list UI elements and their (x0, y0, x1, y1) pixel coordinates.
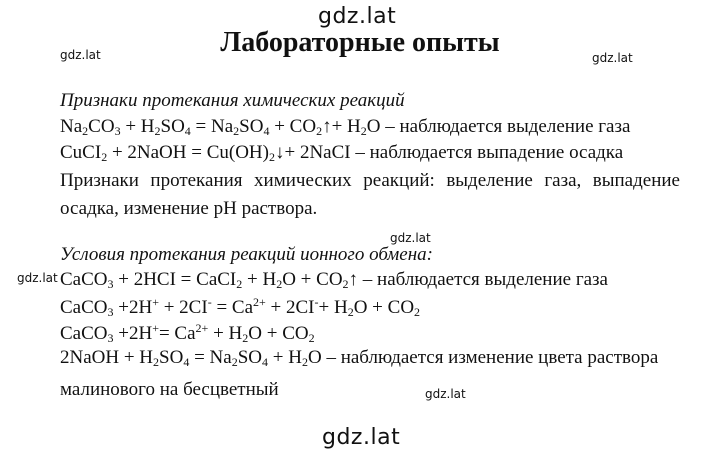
section1-equation-2: CuCI$_2$ + 2NaOH = $Cu(OH)_2↓+$ 2NaCI – наблюдается выпадение осадка (60, 142, 624, 164)
section2-equation-4-continuation: малинового на бесцветный (60, 379, 279, 400)
section1-equation-2-note: – наблюдается выпадение осадка (350, 142, 624, 163)
section2-equation-3: CaCO$_3$ $+2H^+= Ca^{2+} + H_2O + CO_2$ (60, 321, 315, 345)
section2-equation-4-note: – наблюдается изменение цвета раствора (321, 347, 659, 368)
watermark-middle: gdz.lat (390, 231, 431, 245)
watermark-top: gdz.lat (318, 4, 397, 29)
watermark-lower: gdz.lat (425, 387, 466, 401)
section2-equation-4: 2NaOH + $H_2SO_4 = Na_2SO_4 + H_2O$ – наблюдается изменение цвета раствора малинового на бесцветный (60, 347, 659, 400)
section1-summary: Признаки протекания химических реакций: выделение газа, выпадение осадка, изменение pH раствора. (60, 170, 680, 219)
watermark-right-upper: gdz.lat (592, 51, 633, 65)
watermark-left-middle: gdz.lat (17, 271, 58, 285)
section2-equation-1-note: – наблюдается выделение газа (358, 269, 608, 290)
section1-equation-1: $Na_2CO_3 + H_2SO_4 = Na_2SO_4$ + $CO_2↑+ H_2O$ – наблюдается выделение газа (60, 116, 631, 138)
watermark-left-upper: gdz.lat (60, 48, 101, 62)
watermark-bottom: gdz.lat (322, 425, 401, 450)
section1-heading: Признаки протекания химических реакций (60, 90, 405, 111)
section2-equation-1: CaCO$_3$ + 2HCI = CaCI$_2$ + $H_2O$ + $CO_2↑$ – наблюдается выделение газа (60, 269, 608, 291)
section2-heading: Условия протекания реакций ионного обмена: (60, 244, 433, 265)
page-title: Лабораторные опыты (220, 27, 500, 58)
section2-equation-2: CaCO$_3$ $+2H^+ + 2CI^- = Ca^{2+} + 2CI^-+ H_2O + CO_2$ (60, 295, 421, 319)
section1-equation-1-note: – наблюдается выделение газа (380, 116, 631, 137)
